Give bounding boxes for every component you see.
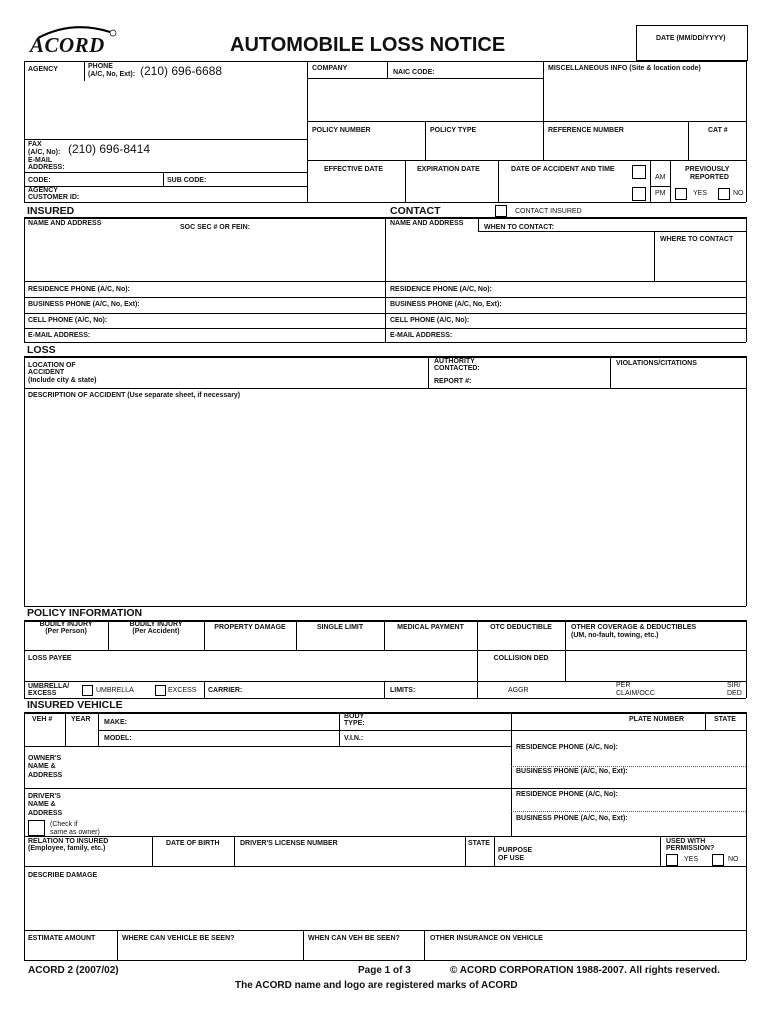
bi-per-person-label-2: (Per Person) [45,628,87,635]
where-seen-label: WHERE CAN VEHICLE BE SEEN? [122,935,235,942]
contact-email-label: E-MAIL ADDRESS: [390,332,453,339]
form-title: AUTOMOBILE LOSS NOTICE [230,34,506,56]
sir-ded-label-1: SIR/ [727,682,741,689]
used-with-permission-label-2: PERMISSION? [666,845,715,852]
same-as-owner-checkbox[interactable] [28,820,45,836]
where-to-contact-label: WHERE TO CONTACT [660,236,734,243]
year-label: YEAR [71,716,91,723]
model-label: MODEL: [104,735,132,742]
location-label-2: ACCIDENT [28,369,65,376]
when-to-contact-label: WHEN TO CONTACT: [484,224,555,231]
agency-label: AGENCY [28,66,58,73]
check-same-label-1: (Check if [50,821,78,828]
permission-yes-label: YES [684,856,699,863]
pm-checkbox[interactable] [632,187,646,201]
copyright: © ACORD CORPORATION 1988-2007. All rights reserved. [450,965,720,976]
owner-residence-phone-label: RESIDENCE PHONE (A/C, No): [516,744,618,751]
customer-id-label-1: AGENCY [28,187,58,194]
insured-name-address-label: NAME AND ADDRESS [28,220,102,227]
trademark-note: The ACORD name and logo are registered marks of ACORD [235,980,518,991]
purpose-of-use-label-2: OF USE [498,855,525,862]
policy-number-label: POLICY NUMBER [312,127,371,134]
umbrella-checkbox[interactable] [82,685,93,696]
vin-label: V.I.N.: [344,735,364,742]
veh-number-label: VEH # [32,716,53,723]
previously-reported-label-2: REPORTED [690,174,729,181]
misc-info-label: MISCELLANEOUS INFO (Site & location code) [548,65,701,72]
prev-no-checkbox[interactable] [718,188,730,200]
report-label: REPORT #: [434,378,472,385]
relation-label-2: (Employee, family, etc.) [28,845,106,852]
estimate-amount-label: ESTIMATE AMOUNT [28,935,96,942]
am-label: AM [655,174,666,181]
single-limit-label: SINGLE LIMIT [316,624,364,631]
prev-no-label: NO [733,190,744,197]
previously-reported-label-1: PREVIOUSLY [685,166,730,173]
insured-section-title: INSURED [27,205,75,217]
carrier-label: CARRIER: [208,687,243,694]
pm-label: PM [655,190,666,197]
excess-checkbox[interactable] [155,685,166,696]
phone-label-2: (A/C, No, Ext): [88,71,136,78]
driver-label-3: ADDRESS [28,810,63,817]
sub-code-label: SUB CODE: [167,177,207,184]
describe-damage-label: DESCRIBE DAMAGE [28,872,98,879]
used-with-permission-label-1: USED WITH [666,838,706,845]
prev-yes-label: YES [693,190,708,197]
prev-yes-checkbox[interactable] [675,188,687,200]
contact-insured-label: CONTACT INSURED [515,208,582,215]
date-box[interactable] [636,25,748,61]
bi-per-accident-label-1: BODILY INJURY [129,621,183,628]
reference-number-label: REFERENCE NUMBER [548,127,624,134]
umbrella-excess-label-2: EXCESS [28,690,57,697]
otc-deductible-label: OTC DEDUCTIBLE [490,624,552,631]
policy-info-section-title: POLICY INFORMATION [27,607,143,619]
email-label-2: ADDRESS: [28,164,65,171]
permission-no-label: NO [728,856,739,863]
state-label: STATE [714,716,736,723]
body-type-label-1: BODY [344,713,365,720]
loss-section-title: LOSS [27,344,56,356]
other-insurance-label: OTHER INSURANCE ON VEHICLE [430,935,543,942]
bi-per-accident-label-2: (Per Accident) [132,628,180,635]
contact-name-address-label: NAME AND ADDRESS [390,220,464,227]
vehicle-section-title: INSURED VEHICLE [27,699,123,711]
driver-label-1: DRIVER'S [28,793,61,800]
driver-label-2: NAME & [28,801,56,808]
contact-insured-checkbox[interactable] [495,205,507,217]
form-id: ACORD 2 (2007/02) [28,965,119,976]
driver-business-phone-label: BUSINESS PHONE (A/C, No, Ext): [516,815,628,822]
limits-label: LIMITS: [390,687,416,694]
naic-label: NAIC CODE: [393,69,435,76]
insured-cell-phone-label: CELL PHONE (A/C, No): [28,317,108,324]
code-label: CODE: [28,177,51,184]
authority-label-2: CONTACTED: [434,365,480,372]
acord-logo-text: ACORD [30,33,105,57]
date-of-accident-label: DATE OF ACCIDENT AND TIME [511,166,615,173]
body-type-label-2: TYPE: [344,720,365,727]
page-number: Page 1 of 3 [358,965,411,976]
sir-ded-label-2: DED [727,690,742,697]
when-seen-label: WHEN CAN VEH BE SEEN? [308,935,400,942]
owner-label-3: ADDRESS [28,772,63,779]
expiration-date-label: EXPIRATION DATE [417,166,480,173]
loss-payee-label: LOSS PAYEE [28,655,72,662]
am-checkbox[interactable] [632,165,646,179]
relation-label-1: RELATION TO INSURED [28,838,109,845]
purpose-of-use-label-1: PURPOSE [498,847,533,854]
company-label: COMPANY [312,65,348,72]
contact-cell-phone-label: CELL PHONE (A/C, No): [390,317,470,324]
insured-business-phone-label: BUSINESS PHONE (A/C, No, Ext): [28,301,140,308]
plate-number-label: PLATE NUMBER [629,716,685,723]
license-number-label: DRIVER'S LICENSE NUMBER [240,840,338,847]
location-label-3: (Include city & state) [28,377,97,384]
owner-label-1: OWNER'S [28,755,62,762]
owner-label-2: NAME & [28,763,56,770]
violations-label: VIOLATIONS/CITATIONS [616,360,697,367]
date-label: DATE (MM/DD/YYYY) [656,35,726,42]
contact-business-phone-label: BUSINESS PHONE (A/C, No, Ext): [390,301,502,308]
location-label-1: LOCATION OF [28,362,76,369]
bi-per-person-label-1: BODILY INJURY [39,621,93,628]
fax-value[interactable]: (210) 696-8414 [68,142,151,156]
description-label: DESCRIPTION OF ACCIDENT (Use separate sheet, if necessary) [28,392,241,399]
owner-business-phone-label: BUSINESS PHONE (A/C, No, Ext): [516,768,628,775]
authority-label-1: AUTHORITY [434,358,475,365]
make-label: MAKE: [104,719,127,726]
effective-date-label: EFFECTIVE DATE [324,166,383,173]
fax-label-1: FAX [28,141,42,148]
customer-id-label-2: CUSTOMER ID: [28,194,80,201]
permission-no-checkbox[interactable] [712,854,724,866]
excess-label: EXCESS [168,687,197,694]
date-of-birth-label: DATE OF BIRTH [166,840,220,847]
cat-label: CAT # [708,127,728,134]
insured-residence-phone-label: RESIDENCE PHONE (A/C, No): [28,286,130,293]
fax-label-2: (A/C, No): [28,149,61,156]
per-claim-label-1: PER [616,682,631,689]
property-damage-label: PROPERTY DAMAGE [214,624,286,631]
permission-yes-checkbox[interactable] [666,854,678,866]
check-same-label-2: same as owner) [50,829,100,836]
contact-section-title: CONTACT [390,205,441,217]
soc-sec-label: SOC SEC # OR FEIN: [180,224,251,231]
acord-logo [24,22,119,62]
umbrella-excess-label-1: UMBRELLA/ [28,683,70,690]
driver-residence-phone-label: RESIDENCE PHONE (A/C, No): [516,791,618,798]
phone-label-1: PHONE [88,63,113,70]
other-coverage-label-2: (UM, no-fault, towing, etc.) [571,632,659,639]
license-state-label: STATE [468,840,490,847]
aggr-label: AGGR [508,687,529,694]
email-label-1: E-MAIL [28,157,53,164]
insured-email-label: E-MAIL ADDRESS: [28,332,91,339]
contact-residence-phone-label: RESIDENCE PHONE (A/C, No): [390,286,492,293]
medical-payment-label: MEDICAL PAYMENT [397,624,464,631]
umbrella-label: UMBRELLA [96,687,134,694]
other-coverage-label-1: OTHER COVERAGE & DEDUCTIBLES [571,624,697,631]
per-claim-label-2: CLAIM/OCC [616,690,655,697]
phone-value[interactable]: (210) 696-6688 [140,64,223,78]
policy-type-label: POLICY TYPE [430,127,477,134]
collision-ded-label: COLLISION DED [493,655,549,662]
